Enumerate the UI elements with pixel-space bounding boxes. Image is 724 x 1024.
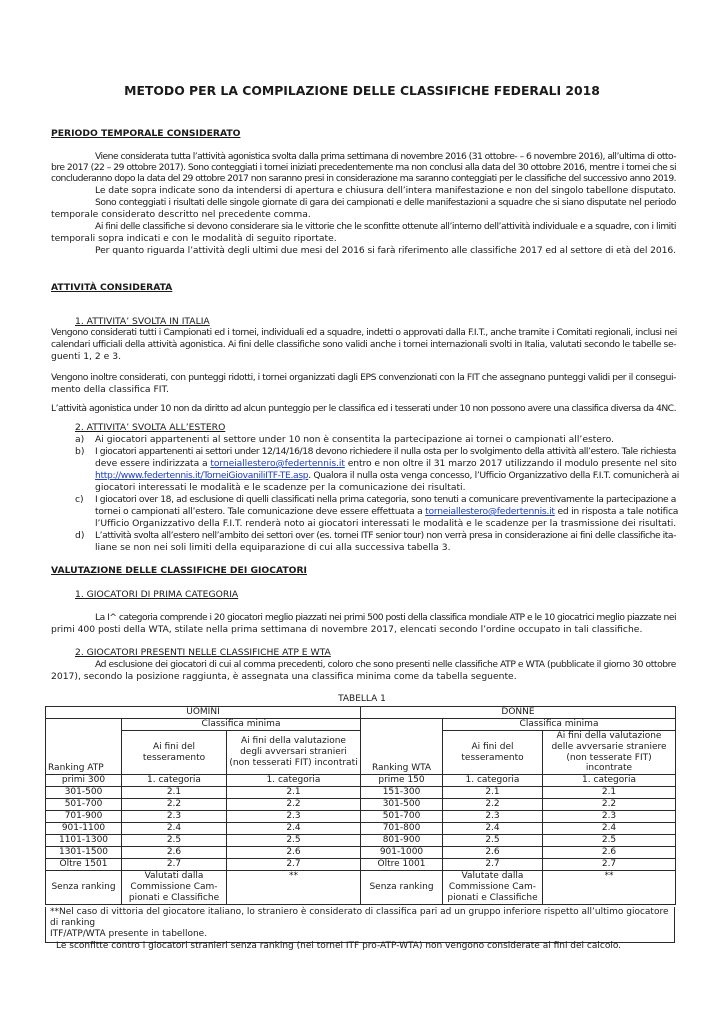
subheading-prima-categoria: 1. GIOCATORI DI PRIMA CATEGORIA <box>75 589 239 600</box>
table-cell: 2.7 <box>227 859 361 871</box>
table-cell: 301-500 <box>361 799 443 811</box>
header-donne: DONNE <box>361 707 676 719</box>
table-row <box>46 787 676 799</box>
paragraph-line: guenti 1, 2 e 3. <box>51 351 121 362</box>
table-cell: 2.3 <box>543 811 676 823</box>
section-heading-periodo: PERIODO TEMPORALE CONSIDERATO <box>51 128 241 139</box>
table-row-senza-ranking <box>46 871 676 905</box>
table-cell: Senza ranking <box>361 871 443 905</box>
email-link[interactable]: torneiallestero@federtennis.it <box>210 458 345 469</box>
table-cell: 501-700 <box>361 811 443 823</box>
table-cell: 901-1000 <box>361 847 443 859</box>
list-item-d-line: liane se non nei soli limiti della equiparazione di cui alla successiva tabella 3. <box>95 542 451 553</box>
paragraph-line: Ad esclusione dei giocatori di cui al comma precedenti, coloro che sono presenti nelle classifiche ATP e WTA (pubblicate il giorno 30 ottobre <box>95 659 676 670</box>
table-cell: Senza ranking <box>46 871 122 905</box>
list-item-c-line: l’Ufficio Organizzativo della F.I.T. renderà noto ai giocatori interessati le modalità e le scadenze per la trasmissione dei risultati. <box>95 518 677 529</box>
header-ranking-atp: Ranking ATP <box>46 719 122 775</box>
table-cell: 901-1100 <box>46 823 122 835</box>
table-cell: 2.1 <box>543 787 676 799</box>
list-label: b) <box>75 446 85 457</box>
table-cell: 501-700 <box>46 799 122 811</box>
footnote-line: Le sconfitte contro i giocatori stranieri senza ranking (nei tornei ITF pro-ATP-WTA) non vengono considerate ai fini del calcolo. <box>56 940 622 951</box>
table-row <box>46 823 676 835</box>
table-header-row <box>46 719 676 731</box>
paragraph-line: concluderanno dopo la data del 29 ottobre 2017 non saranno presi in considerazione ma saranno conteggiati per le classifiche del successivo anno 2019. <box>51 173 677 184</box>
list-label: a) <box>75 434 85 445</box>
table-cell: prime 150 <box>361 775 443 787</box>
email-link[interactable]: torneiallestero@federtennis.it <box>425 506 555 517</box>
table-row <box>46 835 676 847</box>
paragraph-line: calendari ufficiali della attività agonistica. Ai fini delle classifiche sono validi anche i tornei internazionali svolti in Italia, valutati secondo le tabelle se- <box>51 339 677 350</box>
footnote-line: ITF/ATP/WTA presente in tabellone. <box>50 929 208 940</box>
table-cell: 2.2 <box>227 799 361 811</box>
list-item-d-line: L’attività svolta all’estero nell’ambito dei settori over (es. tornei ITF senior tour) non verrà presa in considerazione ai fini delle classifiche ita- <box>95 530 676 541</box>
header-valutazione-uomini: Ai fini della valutazione degli avversari stranieri (non tesserati FIT) incontrati <box>227 731 361 775</box>
paragraph-line: Viene considerata tutta l’attività agonistica svolta dalla prima settimana di novembre 2016 (31 ottobre- – 6 novembre 2016), all’ultima di otto- <box>95 151 676 162</box>
table-cell: 2.7 <box>122 859 227 871</box>
paragraph-line: Per quanto riguarda l’attività degli ultimi due mesi del 2016 si farà riferimento alle classifiche 2017 ed al settore di età del 2016. <box>95 245 676 256</box>
paragraph-line: La I^ categoria comprende i 20 giocatori meglio piazzati nei primi 500 posti della classifica mondiale ATP e le 10 giocatrici meglio piazzate nei <box>95 612 677 623</box>
table-cell: 1. categoria <box>122 775 227 787</box>
paragraph-line: L’attività agonistica under 10 non da diritto ad alcun punteggio per le classifica ed i tesserati under 10 non possono avere una classifica diversa da 4NC. <box>51 403 676 414</box>
table-cell: 2.2 <box>122 799 227 811</box>
table-cell: 301-500 <box>46 787 122 799</box>
footnote-line: **Nel caso di vittoria del giocatore italiano, lo straniero è considerato di classifica pari ad un gruppo inferiore rispetto all’ultimo giocatore di ranking <box>50 907 669 929</box>
list-label: c) <box>75 494 84 505</box>
section-heading-attivita: ATTIVITÀ CONSIDERATA <box>51 282 173 293</box>
ranking-table <box>45 706 676 905</box>
table-cell: 2.5 <box>227 835 361 847</box>
list-item-b-line: I giocatori appartenenti ai settori under 12/14/16/18 devono richiedere il nulla osta per lo svolgimento della attività all’estero. Tale richiesta <box>95 446 676 457</box>
paragraph-line: mento della classifica FIT. <box>51 384 169 395</box>
section-heading-valutazione: VALUTAZIONE DELLE CLASSIFICHE DEI GIOCATORI <box>51 565 307 576</box>
subheading-atp-wta: 2. GIOCATORI PRESENTI NELLE CLASSIFICHE ATP E WTA <box>75 647 331 658</box>
header-valutazione-donne: Ai fini della valutazione delle avversarie straniere (non tesserate FIT) incontrate <box>543 731 676 775</box>
list-item-c-line <box>95 506 678 517</box>
paragraph-line: 2017), secondo la posizione raggiunta, è assegnata una classifica minima come da tabella seguente. <box>51 671 517 682</box>
paragraph-line: temporali sopra indicati e con le modalità di seguito riportate. <box>51 233 337 244</box>
table-cell: 1301-1500 <box>46 847 122 859</box>
header-ranking-wta: Ranking WTA <box>361 719 443 775</box>
paragraph-line: Le date sopra indicate sono da intendersi di apertura e chiusura dell’intera manifestazione e non del singolo tabellone disputato. <box>95 185 677 196</box>
table-cell: 701-800 <box>361 823 443 835</box>
table-cell: 2.4 <box>122 823 227 835</box>
table-cell: 2.1 <box>122 787 227 799</box>
table-header-row <box>46 707 676 719</box>
table-cell: 801-900 <box>361 835 443 847</box>
table-row <box>46 859 676 871</box>
table-cell: ** <box>227 871 361 905</box>
table-cell: Valutate dalla Commissione Cam-pionati e Classifiche <box>443 871 543 905</box>
paragraph-line: Sono conteggiati i risultati delle singole giornate di gara dei campionati e delle manifestazioni a squadre che si siano disputate nel periodo <box>95 197 676 208</box>
list-item-b-text: entro e non oltre il 31 marzo 2017 utilizzando il modulo presente nel sito <box>344 458 677 469</box>
paragraph-line: Ai fini delle classifiche si devono considerare sia le vittorie che le sconfitte ottenute all’interno dell’attività individuale e a squadre, con i limiti <box>95 221 676 232</box>
table-cell: 2.6 <box>122 847 227 859</box>
paragraph-line: primi 400 posti della WTA, stilate nella prima settimana di novembre 2017, elencati secondo l’ordine occupato in tali classifiche. <box>51 624 643 635</box>
paragraph-line: temporale considerato descritto nel precedente comma. <box>51 209 311 220</box>
list-item-a: Ai giocatori appartenenti al settore under 10 non è consentita la partecipazione ai tornei o campionati all’estero. <box>95 434 614 445</box>
header-classifica-minima: Classifica minima <box>122 719 361 731</box>
table-cell: 2.2 <box>543 799 676 811</box>
table-cell: 2.2 <box>443 799 543 811</box>
table-row <box>46 811 676 823</box>
header-tesseramento: Ai fini del tesseramento <box>122 731 227 775</box>
table-cell: Oltre 1501 <box>46 859 122 871</box>
list-item-b-line: giocatori interessati le modalità e le scadenze per la comunicazione dei risultati. <box>95 482 466 493</box>
table-cell: 2.1 <box>227 787 361 799</box>
table-cell: 2.3 <box>227 811 361 823</box>
table-cell: Valutati dalla Commissione Cam-pionati e Classifiche <box>122 871 227 905</box>
subheading-italia: 1. ATTIVITA’ SVOLTA IN ITALIA <box>75 316 210 327</box>
table-cell: 701-900 <box>46 811 122 823</box>
paragraph-line: bre 2017 (22 – 29 ottobre 2017). Sono conteggiati i tornei iniziati precedentemente ma non conclusi alla data del 30 ottobre 2016, mentre i tornei che si <box>51 162 676 173</box>
table-cell: 2.4 <box>227 823 361 835</box>
table-cell: 1. categoria <box>543 775 676 787</box>
table-cell: 2.6 <box>227 847 361 859</box>
header-classifica-minima: Classifica minima <box>443 719 676 731</box>
list-item-c-line: I giocatori over 18, ad esclusione di quelli classificati nella prima categoria, sono tenuti a comunicare preventivamente la partecipazione a <box>95 494 676 505</box>
header-tesseramento: Ai fini del tesseramento <box>443 731 543 775</box>
table-cell: 2.5 <box>122 835 227 847</box>
table-cell: 2.3 <box>443 811 543 823</box>
table-cell: 2.7 <box>543 859 676 871</box>
table-row <box>46 847 676 859</box>
header-uomini: UOMINI <box>46 707 361 719</box>
table-cell: 1101-1300 <box>46 835 122 847</box>
list-item-c-text: tornei o campionati all’estero. Tale comunicazione deve essere effettuata a <box>95 506 426 517</box>
list-item-b-text: . Qualora il nulla osta venga concesso, l’Ufficio Organizzativo della F.I.T. comunicherà ai <box>308 470 679 481</box>
table-cell: ** <box>543 871 676 905</box>
table-cell: primi 300 <box>46 775 122 787</box>
table-caption: TABELLA 1 <box>338 694 386 704</box>
list-label: d) <box>75 530 85 541</box>
list-item-b-line <box>95 470 679 481</box>
table-cell: Oltre 1001 <box>361 859 443 871</box>
table-cell: 2.4 <box>543 823 676 835</box>
table-cell: 2.1 <box>443 787 543 799</box>
table-cell: 2.6 <box>443 847 543 859</box>
table-cell: 2.6 <box>543 847 676 859</box>
table-cell: 1. categoria <box>227 775 361 787</box>
url-link[interactable]: http://www.federtennis.it/TorneiGiovaniliITF-TE.asp <box>95 470 309 481</box>
table-cell: 1. categoria <box>443 775 543 787</box>
list-item-b-text: deve essere indirizzata a <box>95 458 211 469</box>
table-cell: 151-300 <box>361 787 443 799</box>
table-cell: 2.5 <box>443 835 543 847</box>
table-row <box>46 799 676 811</box>
subheading-estero: 2. ATTIVITA’ SVOLTA ALL’ESTERO <box>75 422 226 433</box>
table-footnote <box>45 907 675 951</box>
paragraph-line: Vengono inoltre considerati, con punteggi ridotti, i tornei organizzati dagli EPS convenzionati con la FIT che assegnano punteggi validi per il consegui- <box>51 372 676 383</box>
table-cell: 2.4 <box>443 823 543 835</box>
list-item-c-text: ed in risposta a tale notifica <box>554 506 679 517</box>
paragraph-line: Vengono considerati tutti i Campionati ed i tornei, individuali ed a squadre, indetti o approvati dalla F.I.T., anche tramite i Comitati regionali, inclusi nei <box>51 327 677 338</box>
table-cell: 2.3 <box>122 811 227 823</box>
list-item-b-line <box>95 458 677 469</box>
table-cell: 2.7 <box>443 859 543 871</box>
table-cell: 2.5 <box>543 835 676 847</box>
table-row <box>46 775 676 787</box>
page-title: METODO PER LA COMPILAZIONE DELLE CLASSIFICHE FEDERALI 2018 <box>124 83 600 98</box>
